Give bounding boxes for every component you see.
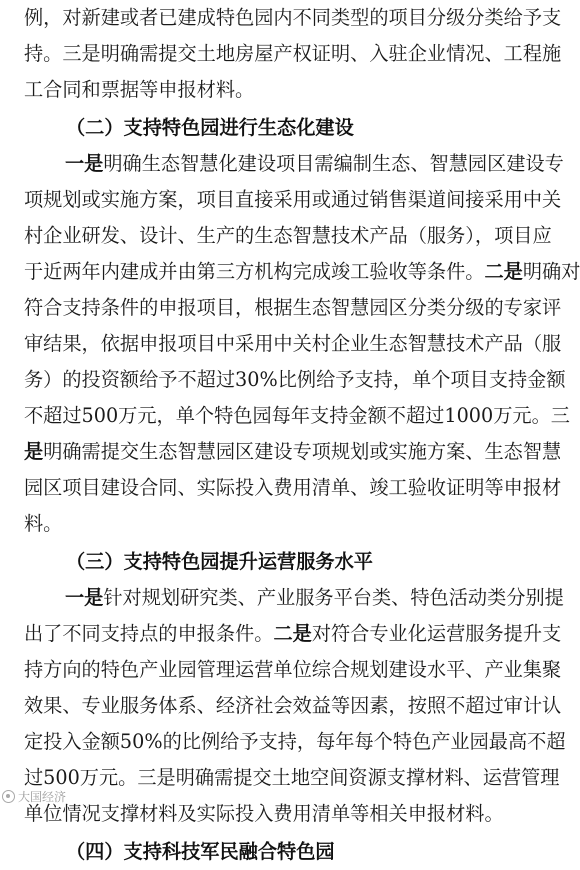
emphasis-text: 二是 — [484, 260, 523, 283]
paragraph-line: 例，对新建或者已建成特色园内不同类型的项目分级分类给予支 — [24, 6, 562, 29]
paragraph-line: 定投入金额50%的比例给予支持，每年每个特色产业园最高不超 — [24, 730, 566, 753]
emphasis-text: 二是 — [273, 622, 312, 645]
emphasis-text: 是 — [24, 440, 44, 463]
section-heading-2: （二）支持特色园进行生态化建设 — [66, 116, 354, 139]
paragraph-line: 项规划或实施方案，项目直接采用或通过销售渠道间接采用中关 — [24, 188, 562, 211]
paragraph-line: 过500万元。三是明确需提交土地空间资源支撑材料、运营管理 — [24, 766, 560, 789]
watermark — [2, 786, 66, 806]
paragraph-line: 单位情况支撑材料及实际投入费用清单等相关申报材料。 — [24, 802, 504, 825]
paragraph-line: 是明确需提交生态智慧园区建设专项规划或实施方案、生态智慧 — [24, 440, 562, 463]
paragraph-line: 符合支持条件的申报项目，根据生态智慧园区分类分级的专家评 — [24, 296, 562, 319]
emphasis-text: 一是 — [65, 586, 104, 609]
paragraph-line: 出了不同支持点的申报条件。二是对符合专业化运营服务提升支 — [24, 622, 562, 645]
paragraph-line: 一是针对规划研究类、产业服务平台类、特色活动类分别提 — [65, 586, 564, 609]
section-heading-3: （三）支持特色园提升运营服务水平 — [66, 550, 373, 573]
paragraph-line: 一是明确生态智慧化建设项目需编制生态、智慧园区建设专 — [65, 152, 564, 175]
paragraph-line: 效果、专业服务体系、经济社会效益等因素，按照不超过审计认 — [24, 694, 562, 717]
paragraph-line: 村企业研发、设计、生产的生态智慧技术产品（服务），项目应 — [24, 224, 552, 247]
watermark-text: 大国经济 — [18, 789, 67, 804]
paragraph-line: 务）的投资额给予不超过30%比例给予支持，单个项目支持金额 — [24, 368, 566, 391]
paragraph-line: 于近两年内建成并由第三方机构完成竣工验收等条件。二是明确对 — [24, 260, 580, 283]
paragraph-line: 料。 — [24, 512, 63, 535]
paragraph-line: 不超过500万元，单个特色园每年支持金额不超过1000万元。三 — [24, 404, 570, 427]
watermark-logo-icon — [2, 790, 15, 803]
paragraph-line: 持方向的特色产业园管理运营单位综合规划建设水平、产业集聚 — [24, 658, 562, 681]
paragraph-line: 工合同和票据等申报材料。 — [24, 78, 255, 101]
paragraph-line: 园区项目建设合同、实际投入费用清单、竣工验收证明等申报材 — [24, 476, 562, 499]
paragraph-line: 审结果，依据申报项目中采用中关村企业生态智慧技术产品（服 — [24, 332, 562, 355]
section-heading-4: （四）支持科技军民融合特色园 — [66, 840, 335, 863]
paragraph-line: 持。三是明确需提交土地房屋产权证明、入驻企业情况、工程施 — [24, 42, 562, 65]
emphasis-text: 一是 — [65, 152, 104, 175]
